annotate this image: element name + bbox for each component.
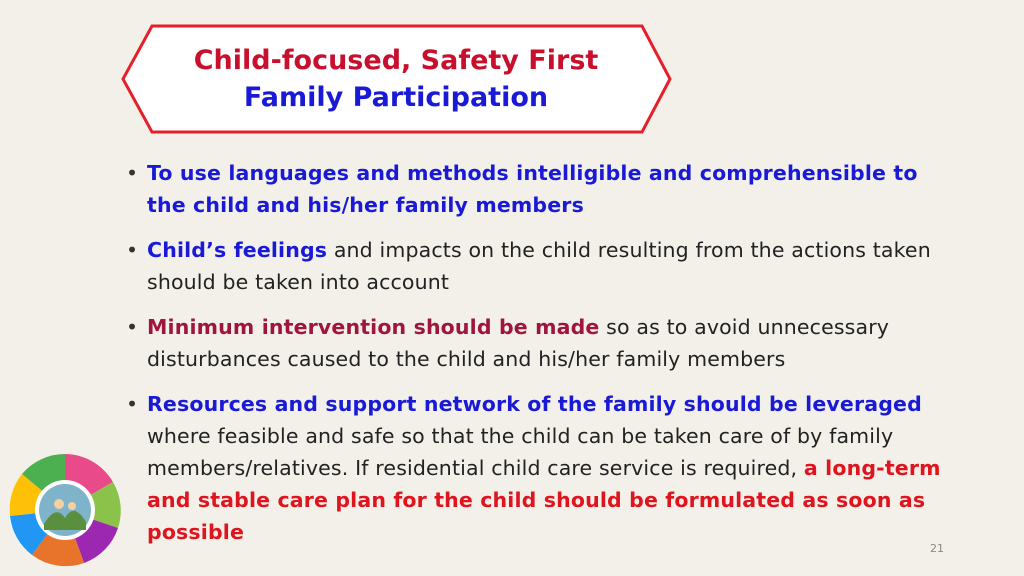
bullet-text-segment: and impacts on the child resulting from the actions taken should be taken into account (147, 238, 931, 294)
bullet-text-segment: Resources and support network of the family should be leveraged (147, 392, 922, 416)
bullet-text-segment: To use languages and methods intelligible and comprehensible to the child and his/her family members (147, 161, 918, 217)
bullet-text-segment: so as to avoid unnecessary disturbances caused to the child and his/her family members (147, 315, 890, 371)
bullet-item (126, 234, 956, 298)
title-line-2: Family Participation (243, 82, 549, 113)
bullet-item (126, 311, 956, 375)
bullet-text-segment: where feasible and safe so that the child can be taken care of by family members/relatives. If residential child care service is required, (147, 424, 894, 480)
bullet-text-segment: Minimum intervention should be made (147, 315, 600, 339)
bullet-text-segment: a long-term and stable care plan for the child should be formulated as soon as possible (147, 456, 941, 544)
puzzle-circle-logo-icon (4, 446, 126, 570)
bullet-text-segment: Child’s feelings (147, 238, 328, 262)
slide-title (120, 24, 672, 134)
bullet-item (126, 157, 956, 221)
bullet-item (126, 388, 956, 548)
title-badge (120, 24, 672, 134)
title-line-1: Child-focused, Safety First (193, 45, 599, 76)
bullet-list (126, 157, 956, 561)
page-number: 21 (930, 542, 944, 555)
